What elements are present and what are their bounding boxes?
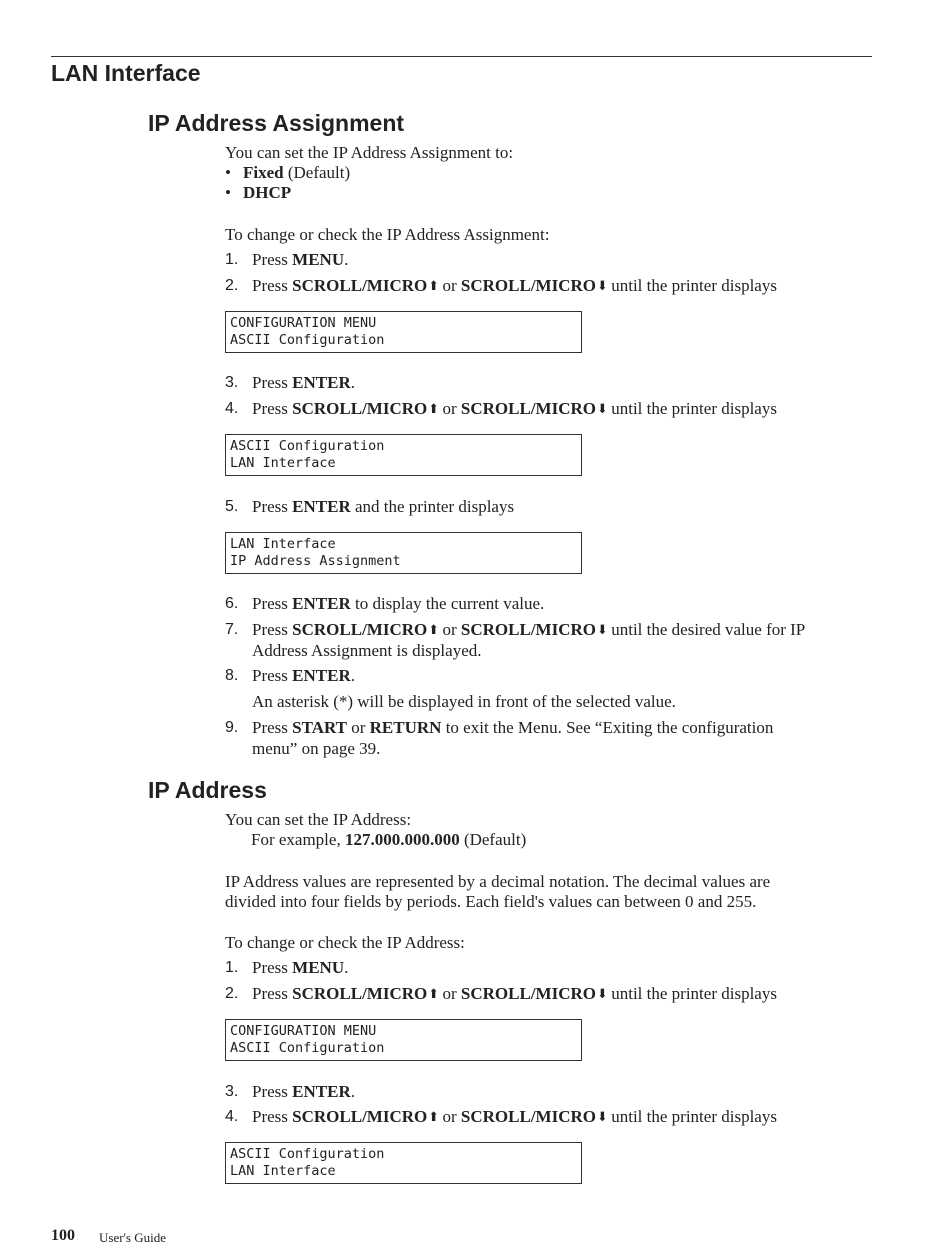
step-text-continued: Address Assignment is displayed. <box>252 641 482 660</box>
step-number: 9. <box>225 719 239 736</box>
display-line: LAN Interface <box>230 1163 336 1179</box>
display-line: LAN Interface <box>230 455 336 471</box>
ip-assignment-title: IP Address Assignment <box>148 110 405 136</box>
ip-address-description: IP Address values are represented by a decimal notation. The decimal values are <box>225 872 771 891</box>
step-number: 5. <box>225 498 239 515</box>
step-note: An asterisk (*) will be displayed in front of the selected value. <box>252 692 676 711</box>
display-line: CONFIGURATION MENU <box>230 315 377 331</box>
arrow-up-icon: ⬆ <box>428 986 440 1001</box>
step-text: Press SCROLL/MICRO⬆ or SCROLL/MICRO⬇ until the printer displays <box>252 1107 777 1126</box>
step-number: 2. <box>225 277 239 294</box>
ip-address-change-intro: To change or check the IP Address: <box>225 933 465 952</box>
display-line: LAN Interface <box>230 536 336 552</box>
step-text: Press ENTER. <box>252 373 355 392</box>
step-text: Press ENTER and the printer displays <box>252 497 515 516</box>
display-line: ASCII Configuration <box>230 1040 385 1056</box>
display-line: ASCII Configuration <box>230 438 385 454</box>
display-line: ASCII Configuration <box>230 332 385 348</box>
step-number: 2. <box>225 985 239 1002</box>
step-text: Press ENTER. <box>252 1082 355 1101</box>
step-text: Press SCROLL/MICRO⬆ or SCROLL/MICRO⬇ until the printer displays <box>252 399 777 418</box>
step-number: 7. <box>225 621 239 638</box>
header-rule <box>51 56 872 57</box>
step-number: 8. <box>225 667 239 684</box>
step-text: Press SCROLL/MICRO⬆ or SCROLL/MICRO⬇ until the printer displays <box>252 984 777 1003</box>
step-number: 6. <box>225 595 239 612</box>
step-text-continued: menu” on page 39. <box>252 739 381 758</box>
step-text: Press MENU. <box>252 958 349 977</box>
printer-display <box>225 1019 582 1061</box>
printer-display <box>225 1142 582 1184</box>
step-text: Press START or RETURN to exit the Menu. See “Exiting the configuration <box>252 718 774 737</box>
step-number: 3. <box>225 1083 239 1100</box>
step-number: 3. <box>225 374 239 391</box>
step-number: 1. <box>225 251 239 268</box>
ip-address-example: For example, 127.000.000.000 (Default) <box>251 830 527 849</box>
step-number: 1. <box>225 959 239 976</box>
bullet-marker: • <box>225 183 231 202</box>
step-text: Press SCROLL/MICRO⬆ or SCROLL/MICRO⬇ until the printer displays <box>252 276 777 295</box>
step-text: Press SCROLL/MICRO⬆ or SCROLL/MICRO⬇ until the desired value for IP <box>252 620 806 639</box>
arrow-down-icon: ⬇ <box>596 622 608 637</box>
ip-address-intro: You can set the IP Address: <box>225 810 412 829</box>
bullet-marker: • <box>225 163 231 182</box>
arrow-up-icon: ⬆ <box>428 278 440 293</box>
arrow-down-icon: ⬇ <box>596 1109 608 1124</box>
arrow-up-icon: ⬆ <box>428 1109 440 1124</box>
arrow-down-icon: ⬇ <box>596 986 608 1001</box>
step-text: Press ENTER to display the current value. <box>252 594 545 613</box>
page-number: 100 <box>51 1227 75 1244</box>
arrow-down-icon: ⬇ <box>596 278 608 293</box>
step-number: 4. <box>225 400 239 417</box>
ip-address-title: IP Address <box>148 777 267 803</box>
ip-assignment-intro: You can set the IP Address Assignment to: <box>225 143 514 162</box>
step-number: 4. <box>225 1108 239 1125</box>
doc-title: User's Guide <box>99 1230 166 1245</box>
arrow-down-icon: ⬇ <box>596 401 608 416</box>
ip-assignment-change-intro: To change or check the IP Address Assignment: <box>225 225 550 244</box>
section-title: LAN Interface <box>51 60 201 86</box>
arrow-up-icon: ⬆ <box>428 622 440 637</box>
step-text: Press MENU. <box>252 250 349 269</box>
arrow-up-icon: ⬆ <box>428 401 440 416</box>
printer-display <box>225 532 582 574</box>
display-line: CONFIGURATION MENU <box>230 1023 377 1039</box>
ip-address-description-continued: divided into four fields by periods. Each field's values can between 0 and 255. <box>225 892 757 911</box>
step-text: Press ENTER. <box>252 666 355 685</box>
printer-display <box>225 434 582 476</box>
option-dhcp: DHCP <box>243 183 292 202</box>
option-fixed: Fixed (Default) <box>243 163 351 182</box>
display-line: ASCII Configuration <box>230 1146 385 1162</box>
printer-display <box>225 311 582 353</box>
display-line: IP Address Assignment <box>230 553 401 569</box>
